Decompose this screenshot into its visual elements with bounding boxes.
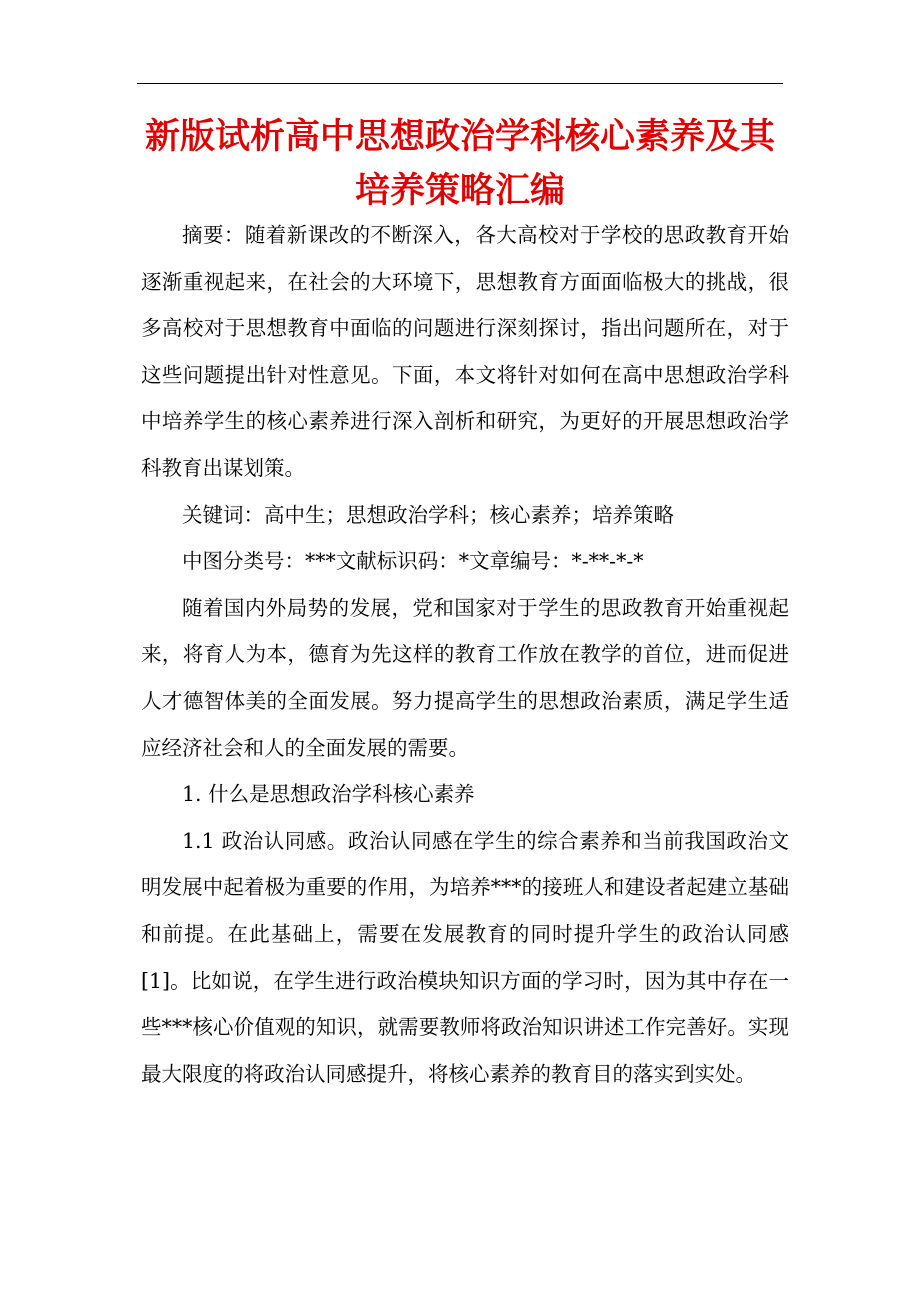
section-paragraph-1-1: 1.1 政治认同感。政治认同感在学生的综合素养和当前我国政治文明发展中起着极为重要的作用，为培养***的接班人和建设者起建立基础和前提。在此基础上，需要在发展教育的同时提升学生的政治认同感[1]。比如说，在学生进行政治模块知识方面的学习时，因为其中存在一些***核心价值观的知识，就需要教师将政治知识讲述工作完善好。实现最大限度的将政治认同感提升，将核心素养的教育目的落实到实处。 <box>141 828 789 1086</box>
classification-line: 中图分类号：***文献标识码：*文章编号：*-**-*-* <box>182 549 644 574</box>
document-title <box>130 110 790 218</box>
header-rule <box>137 83 783 84</box>
title-line-2: 培养策略汇编 <box>354 170 565 211</box>
keywords-line: 关键词：高中生；思想政治学科；核心素养；培养策略 <box>182 502 674 527</box>
intro-paragraph: 随着国内外局势的发展，党和国家对于学生的思政教育开始重视起来，将育人为本，德育为先这样的教育工作放在教学的首位，进而促进人才德智体美的全面发展。努力提高学生的思想政治素质，满足学生适应经济社会和人的全面发展的需要。 <box>141 595 789 760</box>
document-body <box>141 212 789 1097</box>
title-line-1: 新版试析高中思想政治学科核心素养及其 <box>144 116 775 157</box>
abstract-paragraph: 摘要：随着新课改的不断深入，各大高校对于学校的思政教育开始逐渐重视起来，在社会的大环境下，思想教育方面面临极大的挑战，很多高校对于思想教育中面临的问题进行深刻探讨，指出问题所在，对于这些问题提出针对性意见。下面，本文将针对如何在高中思想政治学科中培养学生的核心素养进行深入剖析和研究，为更好的开展思想政治学科教育出谋划策。 <box>141 223 789 480</box>
section-heading-1: 1. 什么是思想政治学科核心素养 <box>182 782 475 807</box>
